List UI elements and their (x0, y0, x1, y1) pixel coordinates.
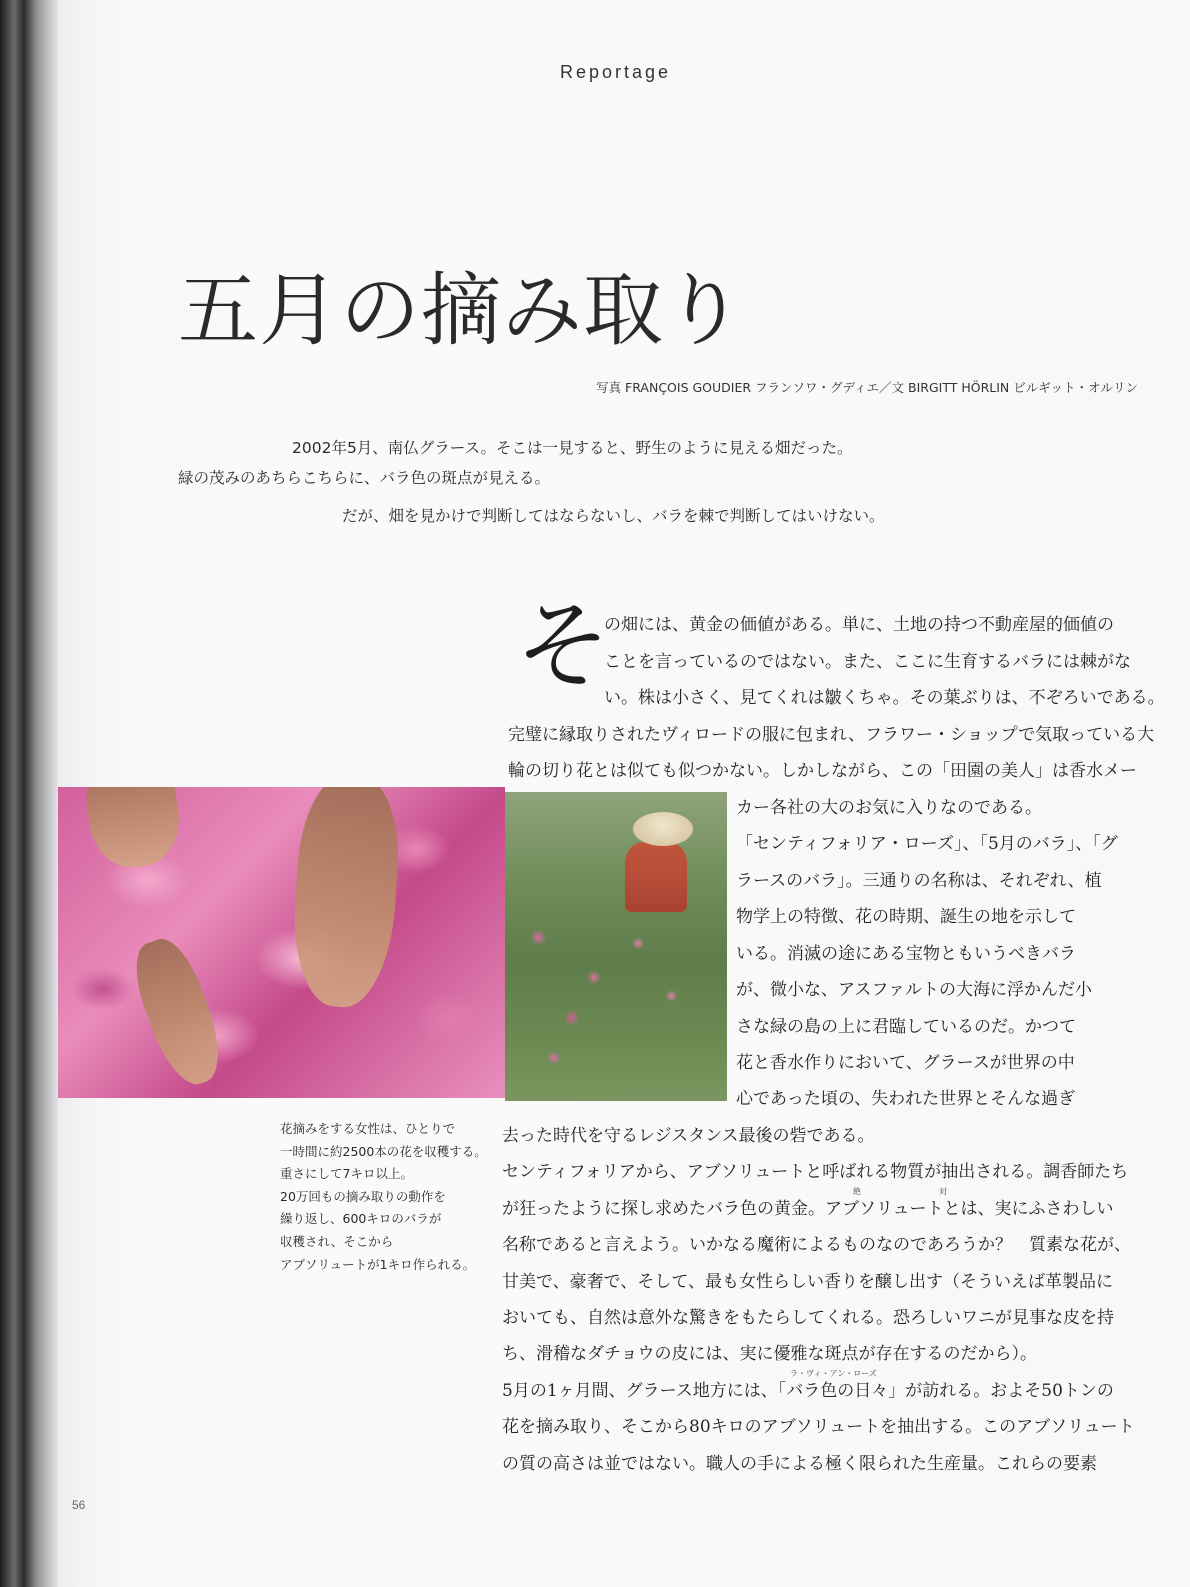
hand-shape (288, 787, 404, 1010)
article-title: 五月の摘み取り (178, 264, 745, 357)
body-line: 「センティフォリア・ローズ」、「5月のバラ」、「グ (736, 834, 1118, 854)
caption-line: 繰り返し、600キロのバラが (280, 1211, 442, 1227)
lead-line-2: 緑の茂みのあちらこちらに、バラ色の斑点が見える。 (178, 469, 551, 487)
body-line: が狂ったように探し求めたバラ色の黄金。アブソリュートとは、実にふさわしい (502, 1199, 1114, 1219)
body-line: 花を摘み取り、そこから80キロのアブソリュートを抽出する。このアブソリュート (502, 1417, 1135, 1437)
body-line: 花と香水作りにおいて、グラースが世界の中 (736, 1053, 1075, 1073)
hand-shape (81, 787, 185, 873)
body-line: の畑には、黄金の価値がある。単に、土地の持つ不動産屋的価値の (604, 615, 1114, 635)
body-line: 甘美で、豪奢で、そして、最も女性らしい香りを醸し出す（そういえば革製品に (502, 1272, 1113, 1292)
caption-line: 重さにして7キロ以上。 (280, 1166, 413, 1182)
body-line: 心であった頃の、失われた世界とそんな過ぎ (736, 1089, 1076, 1109)
photo-rose-field-picker (505, 792, 727, 1101)
ruby-zettai-1: 絶 (853, 1187, 861, 1196)
hand-shape (124, 931, 232, 1092)
section-kicker: Reportage (560, 62, 672, 82)
body-line: センティフォリアから、アブソリュートと呼ばれる物質が抽出される。調香師たち (502, 1162, 1129, 1182)
caption-line: 収穫され、そこから (280, 1233, 394, 1249)
picker-hat (633, 812, 693, 846)
body-line: 完璧に縁取りされたヴィロードの服に包まれ、フラワー・ショップで気取っている大 (508, 725, 1155, 745)
body-line: が、微小な、アスファルトの大海に浮かんだ小 (736, 980, 1092, 1000)
ruby-la-vie-en-rose: ラ・ヴィ・アン・ローズ (790, 1369, 877, 1378)
page-number: 56 (72, 1498, 86, 1512)
photo-caption (280, 1118, 487, 1276)
body-line: 物学上の特徴、花の時期、誕生の地を示して (736, 907, 1076, 927)
body-line: いる。消滅の途にある宝物ともいうべきバラ (736, 944, 1076, 964)
caption-line: 20万回もの摘み取りの動作を (280, 1188, 446, 1204)
body-line: 去った時代を守るレジスタンス最後の砦である。 (502, 1126, 875, 1146)
drop-cap: そ (515, 590, 611, 702)
picker-figure (625, 842, 687, 912)
byline-credit: 写真 FRANÇOIS GOUDIER フランソワ・グディエ／文 BIRGITT HÖRLIN ビルギット・オルリン (596, 380, 1138, 395)
body-line: 輪の切り花とは似ても似つかない。しかしながら、この「田園の美人」は香水メー (508, 761, 1137, 781)
body-line: おいても、自然は意外な驚きをもたらしてくれる。恐ろしいワニが見事な皮を持 (502, 1308, 1114, 1328)
body-line: 5月の1ヶ月間、グラース地方には、「バラ色の日々」が訪れる。およそ50トンの (502, 1381, 1114, 1401)
photo-rose-petals-hands (58, 787, 505, 1098)
caption-line: 花摘みをする女性は、ひとりで (280, 1121, 456, 1136)
lead-line-1: 2002年5月、南仏グラース。そこは一見すると、野生のように見える畑だった。 (292, 439, 853, 457)
body-line: の質の高さは並ではない。職人の手による極く限られた生産量。これらの要素 (502, 1454, 1097, 1474)
body-line: ち、滑稽なダチョウの皮には、実に優雅な斑点が存在するのだから）。 (502, 1344, 1037, 1364)
lead-line-3: だが、畑を見かけで判断してはならないし、バラを棘で判断してはいけない。 (342, 507, 885, 525)
body-line: 名称であると言えよう。いかなる魔術によるものなのであろうか？ 質素な花が、 (502, 1235, 1131, 1255)
body-line: ラースのバラ」。三通りの名称は、それぞれ、植 (736, 871, 1102, 891)
body-line: さな緑の島の上に君臨しているのだ。かつて (736, 1017, 1076, 1037)
body-line: い。株は小さく、見てくれは皺くちゃ。その葉ぶりは、不ぞろいである。 (604, 688, 1165, 708)
book-spine (0, 0, 58, 1587)
caption-line: 一時間に約2500本の花を収穫する。 (280, 1143, 487, 1159)
body-line: カー各社の大のお気に入りなのである。 (736, 798, 1042, 818)
body-line: ことを言っているのではない。また、ここに生育するバラには棘がな (604, 652, 1131, 672)
caption-line: アブソリュートが1キロ作られる。 (280, 1256, 476, 1272)
ruby-zettai-2: 対 (939, 1187, 947, 1196)
